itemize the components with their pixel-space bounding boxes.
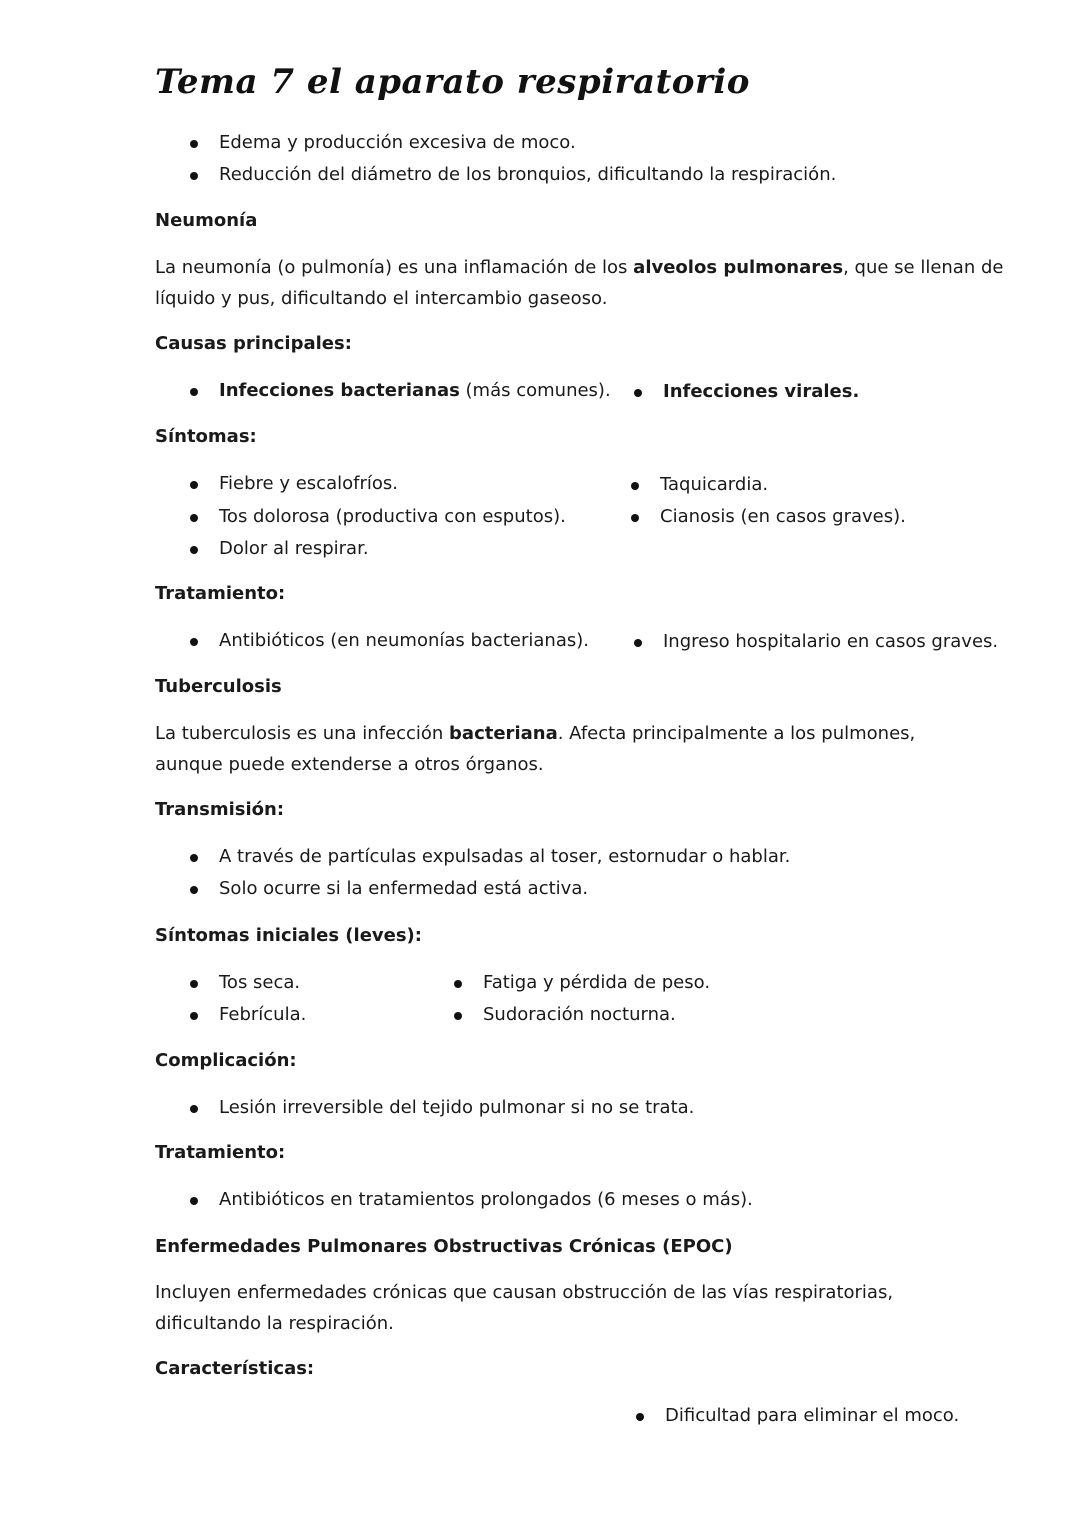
bullet-icon	[454, 1012, 462, 1020]
list-item: Ingreso hospitalario en casos graves.	[663, 631, 998, 652]
neumonia-paragraph: La neumonía (o pulmonía) es una inflamación de los alveolos pulmonares, que se llenan de líquido y pus, dificultando el intercambio gaseoso.	[155, 257, 1004, 309]
subheading-sintomas-iniciales: Síntomas iniciales (leves):	[155, 925, 422, 946]
bullet-icon	[190, 481, 198, 489]
list-item: Lesión irreversible del tejido pulmonar si no se trata.	[219, 1097, 694, 1118]
bullet-icon	[190, 514, 198, 522]
list-item: Tos dolorosa (productiva con esputos).	[219, 506, 566, 527]
list-item: Reducción del diámetro de los bronquios, dificultando la respiración.	[219, 164, 836, 185]
section-heading-neumonia: Neumonía	[155, 210, 258, 231]
tuberculosis-paragraph: La tuberculosis es una infección bacteriana. Afecta principalmente a los pulmones, aunque puede extenderse a otros órganos.	[155, 723, 916, 775]
list-item: A través de partículas expulsadas al toser, estornudar o hablar.	[219, 846, 790, 867]
bullet-icon	[190, 1197, 198, 1205]
subheading-causas: Causas principales:	[155, 333, 352, 354]
subheading-transmision: Transmisión:	[155, 799, 285, 820]
list-item: Fatiga y pérdida de peso.	[483, 972, 710, 993]
list-item: Sudoración nocturna.	[483, 1004, 676, 1025]
bullet-icon	[190, 886, 198, 894]
page-title: Tema 7 el aparato respiratorio	[155, 62, 750, 102]
section-heading-tuberculosis: Tuberculosis	[155, 676, 282, 697]
bullet-icon	[634, 389, 642, 397]
list-item: Solo ocurre si la enfermedad está activa.	[219, 878, 588, 899]
list-item: Antibióticos (en neumonías bacterianas).	[219, 630, 589, 651]
list-item: Dolor al respirar.	[219, 538, 369, 559]
bullet-icon	[190, 854, 198, 862]
section-heading-epoc: Enfermedades Pulmonares Obstructivas Crónicas (EPOC)	[155, 1236, 733, 1257]
bullet-icon	[190, 638, 198, 646]
bullet-icon	[190, 388, 198, 396]
list-item: Infecciones virales.	[663, 381, 859, 402]
list-item: Infecciones bacterianas (más comunes).	[219, 380, 611, 401]
bullet-icon	[190, 1012, 198, 1020]
bullet-icon	[190, 980, 198, 988]
list-item: Dificultad para eliminar el moco.	[665, 1405, 959, 1426]
subheading-tratamiento: Tratamiento:	[155, 1142, 286, 1163]
list-item: Fiebre y escalofríos.	[219, 473, 398, 494]
list-item: Edema y producción excesiva de moco.	[219, 132, 576, 153]
bullet-icon	[631, 482, 639, 490]
subheading-sintomas: Síntomas:	[155, 426, 257, 447]
bullet-icon	[190, 1105, 198, 1113]
subheading-caracteristicas: Características:	[155, 1358, 315, 1379]
bullet-icon	[190, 172, 198, 180]
epoc-paragraph: Incluyen enfermedades crónicas que causan obstrucción de las vías respiratorias, dificultando la respiración.	[155, 1282, 894, 1334]
bullet-icon	[636, 1413, 644, 1421]
list-item: Antibióticos en tratamientos prolongados (6 meses o más).	[219, 1189, 753, 1210]
list-item: Cianosis (en casos graves).	[660, 506, 906, 527]
bullet-icon	[634, 639, 642, 647]
list-item: Febrícula.	[219, 1004, 306, 1025]
bullet-icon	[190, 140, 198, 148]
list-item: Tos seca.	[219, 972, 300, 993]
list-item: Taquicardia.	[660, 474, 768, 495]
bullet-icon	[190, 546, 198, 554]
bullet-icon	[454, 980, 462, 988]
subheading-tratamiento: Tratamiento:	[155, 583, 286, 604]
bullet-icon	[631, 514, 639, 522]
subheading-complicacion: Complicación:	[155, 1050, 297, 1071]
